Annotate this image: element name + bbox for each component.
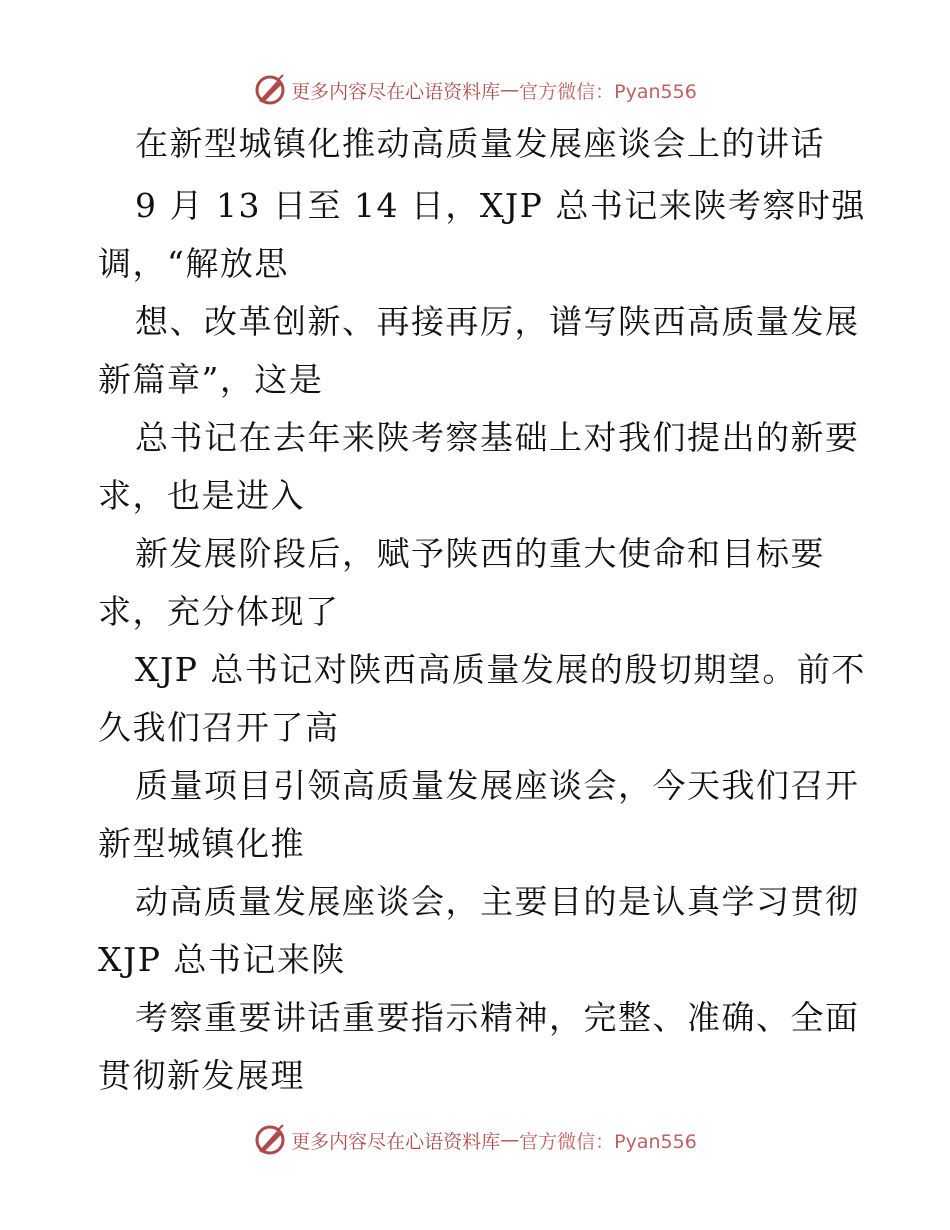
text-line: 贯彻新发展理 [98,1056,305,1095]
text-line: 动高质量发展座谈会，主要目的是认真学习贯彻 [135,882,860,921]
text-line: 9 月 13 日至 14 日，XJP 总书记来陕考察时强 [135,186,866,225]
feather-pen-logo-icon [253,73,287,107]
feather-pen-logo-icon [253,1123,287,1157]
text-line: 求，充分体现了 [98,592,340,631]
text-line: 新发展阶段后，赋予陕西的重大使命和目标要 [135,534,825,573]
text-line: XJP 总书记对陕西高质量发展的殷切期望。前不 [135,650,866,689]
watermark-prefix: 更多内容尽在心语资料库 [291,80,501,103]
footer-watermark [0,1120,950,1160]
document-title: 在新型城镇化推动高质量发展座谈会上的讲话 [135,124,825,163]
text-line: 调，“解放思 [98,244,289,283]
text-line: 求，也是进入 [98,476,305,515]
watermark-prefix: 更多内容尽在心语资料库 [291,1130,501,1153]
text-line: 新篇章”，这是 [98,360,324,399]
text-line: 考察重要讲话重要指示精神，完整、准确、全面 [135,998,860,1037]
watermark-separator: — [500,1129,520,1151]
watermark-wechat: 官方微信：Pyan556 [519,80,697,103]
text-line: 总书记在去年来陕考察基础上对我们提出的新要 [135,418,860,457]
watermark-separator: — [500,79,520,101]
text-line: 质量项目引领高质量发展座谈会，今天我们召开 [135,766,860,805]
text-line: XJP 总书记来陕 [98,940,346,979]
text-line: 新型城镇化推 [98,824,305,863]
header-watermark [0,70,950,110]
text-line: 想、改革创新、再接再厉，谱写陕西高质量发展 [135,302,860,341]
watermark-wechat: 官方微信：Pyan556 [519,1130,697,1153]
text-line: 久我们召开了高 [98,708,340,747]
